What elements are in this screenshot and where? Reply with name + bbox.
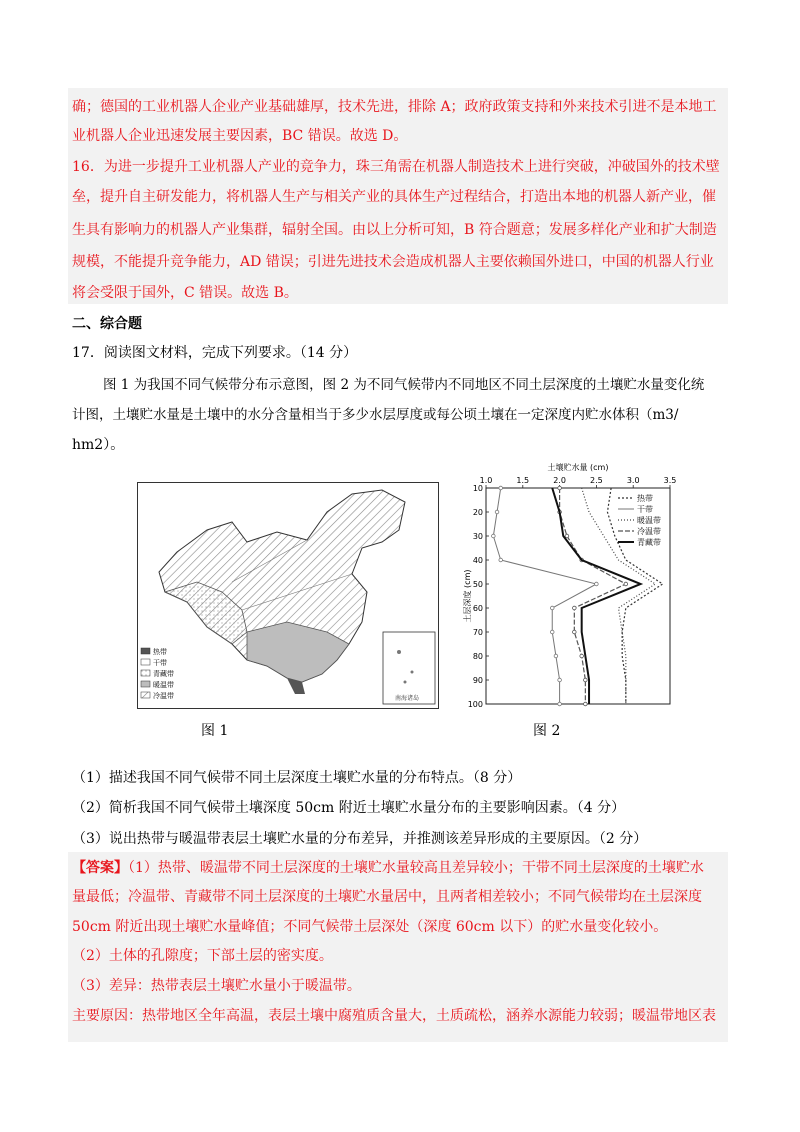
data-point: [584, 702, 588, 706]
data-point: [495, 510, 499, 514]
answer-a1-line3: 50cm 附近出现土壤贮水量峰值；不同气候带土层深处（深度 60cm 以下）的贮水量变化较小。: [72, 919, 668, 935]
answer-prev-line1: 确；德国的工业机器人企业产业基础雄厚，技术先进，排除 A；政府政策支持和外来技术引进不是本地工: [72, 99, 717, 115]
data-point: [580, 654, 584, 658]
answer-prev-line2: 业机器人企业迅速发展主要因素，BC 错误。故选 D。: [72, 128, 408, 144]
y-tick-label: 10: [472, 484, 483, 493]
q17-material-3: hm2）。: [72, 437, 125, 453]
y-tick-label: 50: [472, 580, 483, 589]
q17-material-1: 图 1 为我国不同气候带分布示意图，图 2 为不同气候带内不同地区不同土层深度的土壤贮水量变化统: [103, 377, 705, 393]
section-title: 二、综合题: [72, 316, 142, 332]
q17-material-2: 计图，土壤贮水量是土壤中的水分含量相当于多少水层厚度或每公顷土壤在一定深度内贮水体积（m3/: [72, 407, 679, 423]
inset-label: 南海诸岛: [395, 695, 420, 702]
chart-title: 土壤贮水量 (cm): [547, 463, 609, 472]
y-axis-label: 土层深度 (cm): [463, 569, 472, 623]
data-point: [499, 486, 503, 490]
q17-sub2: （2）简析我国不同气候带土壤深度 50cm 附近土壤贮水量分布的主要影响因素。（4 分）: [72, 800, 626, 816]
legend-item: 冷温带: [153, 692, 174, 700]
x-tick-label: 3.5: [663, 476, 677, 485]
data-point: [550, 630, 554, 634]
q16-line4: 规模，不能提升竞争能力，AD 错误；引进先进技术会造成机器人主要依赖国外进口，中国的机器人行业: [72, 254, 714, 270]
legend-label: 冷温带: [637, 527, 661, 536]
legend-label: 暖温带: [637, 516, 661, 525]
fig1-caption: 图 1: [201, 723, 229, 739]
legend-label: 热带: [637, 494, 653, 503]
q17-sub1: （1）描述我国不同气候带不同土层深度土壤贮水量的分布特点。（8 分）: [72, 770, 522, 786]
data-point: [558, 678, 562, 682]
y-tick-label: 100: [467, 700, 483, 709]
data-point: [558, 702, 562, 706]
fig2-caption: 图 2: [533, 723, 561, 739]
y-tick-label: 30: [472, 532, 483, 541]
q16-line3: 生具有影响力的机器人产业集群，辐射全国。由以上分析可知，B 符合题意；发展多样化产业和扩大制造: [72, 222, 717, 238]
q17-stem: 17．阅读图文材料，完成下列要求。（14 分）: [72, 345, 358, 361]
y-tick-label: 60: [472, 604, 483, 613]
legend-item: 干带: [153, 659, 167, 667]
legend-item: 青藏带: [153, 670, 174, 678]
data-point: [499, 558, 503, 562]
soil-water-chart: [460, 462, 700, 712]
q16-line5: 将会受限于国外，C 错误。故选 B。: [72, 285, 298, 301]
legend-label: 干带: [637, 505, 653, 514]
x-tick-label: 2.0: [553, 476, 566, 485]
answer-a2: （2）土体的孔隙度；下部土层的密实度。: [72, 948, 333, 964]
x-tick-label: 3.0: [626, 476, 640, 485]
q16-line1: 16．为进一步提升工业机器人产业的竞争力，珠三角需在机器人制造技术上进行突破，冲破国外的技术壁: [72, 159, 720, 175]
legend-item: 热带: [153, 648, 167, 656]
x-tick-label: 1.0: [479, 476, 493, 485]
y-tick-label: 70: [472, 628, 483, 637]
answer-a1-line2: 量最低；冷温带、青藏带不同土层深度的土壤贮水量居中，且两者相差较小；不同气候带均在土层深度: [72, 889, 702, 905]
data-point: [565, 534, 569, 538]
answer-a3-line1: （3）差异：热带表层土壤贮水量小于暖温带。: [72, 978, 361, 994]
q17-sub3: （3）说出热带与暖温带表层土壤贮水量的分布差异，并推测该差异形成的主要原因。（2 分）: [72, 831, 648, 847]
answer-a3-line2: 主要原因：热带地区全年高温，表层土壤中腐殖质含量大，土质疏松，涵养水源能力较弱；暖温带地区表: [72, 1008, 716, 1024]
answer-tag: 【答案】: [72, 860, 128, 876]
x-tick-label: 2.5: [590, 476, 603, 485]
data-point: [573, 630, 577, 634]
y-tick-label: 90: [472, 676, 483, 685]
y-tick-label: 40: [472, 556, 483, 565]
data-point: [554, 654, 558, 658]
data-point: [624, 582, 628, 586]
data-point: [558, 486, 562, 490]
legend-item: 暖温带: [153, 681, 174, 689]
q16-line2: 垒，提升自主研发能力，将机器人生产与相关产业的具体生产过程结合，打造出本地的机器人新产业，催: [72, 189, 716, 205]
data-point: [550, 606, 554, 610]
climate-zone-map: [137, 482, 439, 709]
x-tick-label: 1.5: [516, 476, 530, 485]
answer-a1-line1: （1）热带、暖温带不同土层深度的土壤贮水量较高且差异较小；干带不同土层深度的土壤贮水: [128, 860, 704, 876]
y-tick-label: 80: [472, 652, 483, 661]
data-point: [595, 582, 599, 586]
data-point: [573, 606, 577, 610]
data-point: [584, 678, 588, 682]
data-point: [492, 534, 496, 538]
answer-line1: [72, 858, 704, 878]
legend-label: 青藏带: [637, 538, 661, 547]
y-tick-label: 20: [472, 508, 483, 517]
